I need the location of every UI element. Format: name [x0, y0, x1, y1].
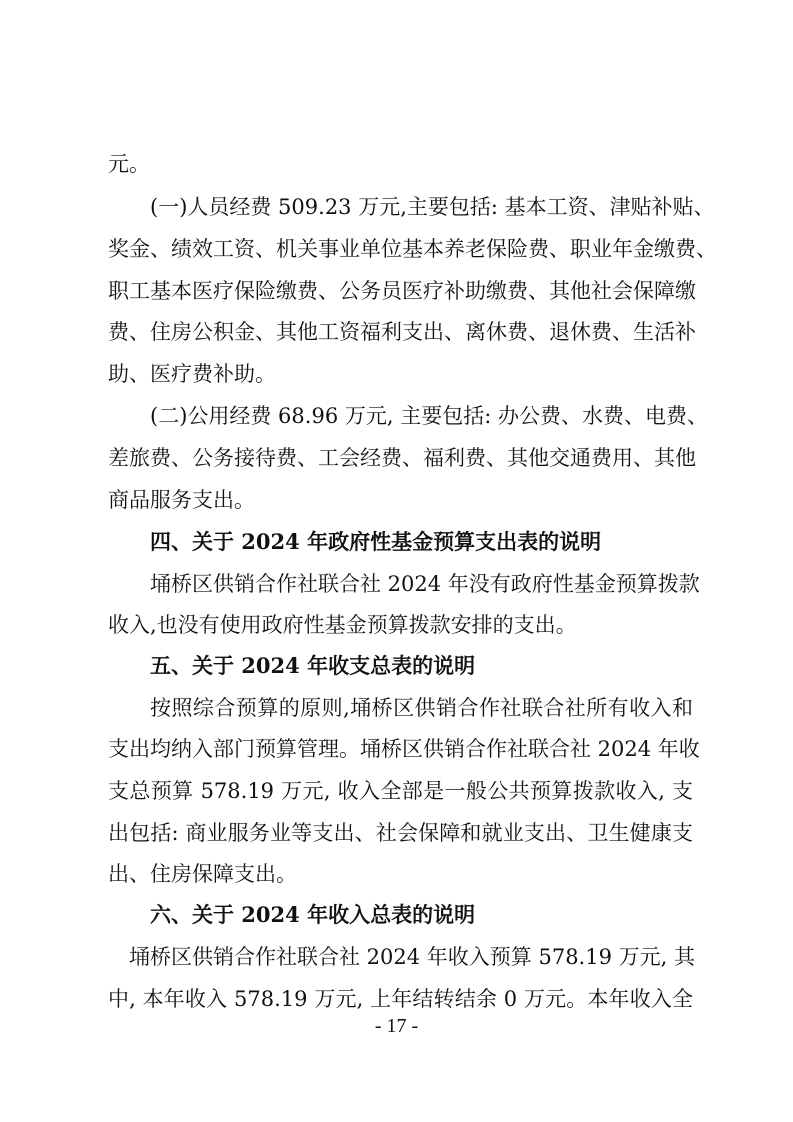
- section-heading: 六、关于 2024 年收入总表的说明: [150, 902, 476, 927]
- text-line: (一)人员经费 509.23 万元,主要包括: 基本工资、津贴补贴、: [150, 195, 715, 219]
- text-line: 职工基本医疗保险缴费、公务员医疗补助缴费、其他社会保障缴: [108, 279, 696, 303]
- text-line: 按照综合预算的原则,埇桥区供销合作社联合社所有收入和: [150, 696, 693, 720]
- section-heading: 四、关于 2024 年政府性基金预算支出表的说明: [150, 529, 602, 554]
- text-line: 出包括: 商业服务业等支出、社会保障和就业支出、卫生健康支: [108, 821, 693, 845]
- text-line: 埇桥区供销合作社联合社 2024 年没有政府性基金预算拨款: [150, 572, 700, 596]
- text-line: 中, 本年收入 578.19 万元, 上年结转结余 0 万元。本年收入全: [108, 987, 693, 1011]
- text-line: 奖金、绩效工资、机关事业单位基本养老保险费、职业年金缴费、: [108, 237, 717, 261]
- text-line: 助、医疗费补助。: [108, 362, 276, 386]
- text-line: 埇桥区供销合作社联合社 2024 年收入预算 578.19 万元, 其: [129, 945, 695, 969]
- text-line: 差旅费、公务接待费、工会经费、福利费、其他交通费用、其他: [108, 446, 696, 470]
- text-line: 收入,也没有使用政府性基金预算拨款安排的支出。: [108, 613, 577, 637]
- text-line: 元。: [108, 152, 150, 176]
- section-heading: 五、关于 2024 年收支总表的说明: [150, 653, 476, 678]
- text-line: (二)公用经费 68.96 万元, 主要包括: 办公费、水费、电费、: [150, 404, 708, 428]
- text-line: 支总预算 578.19 万元, 收入全部是一般公共预算拨款收入, 支: [108, 779, 693, 803]
- text-line: 支出均纳入部门预算管理。埇桥区供销合作社联合社 2024 年收: [108, 737, 700, 761]
- text-line: 商品服务支出。: [108, 488, 255, 512]
- text-line: 出、住房保障支出。: [108, 862, 297, 886]
- page-number: - 17 -: [374, 1015, 419, 1037]
- text-line: 费、住房公积金、其他工资福利支出、离休费、退休费、生活补: [108, 320, 696, 344]
